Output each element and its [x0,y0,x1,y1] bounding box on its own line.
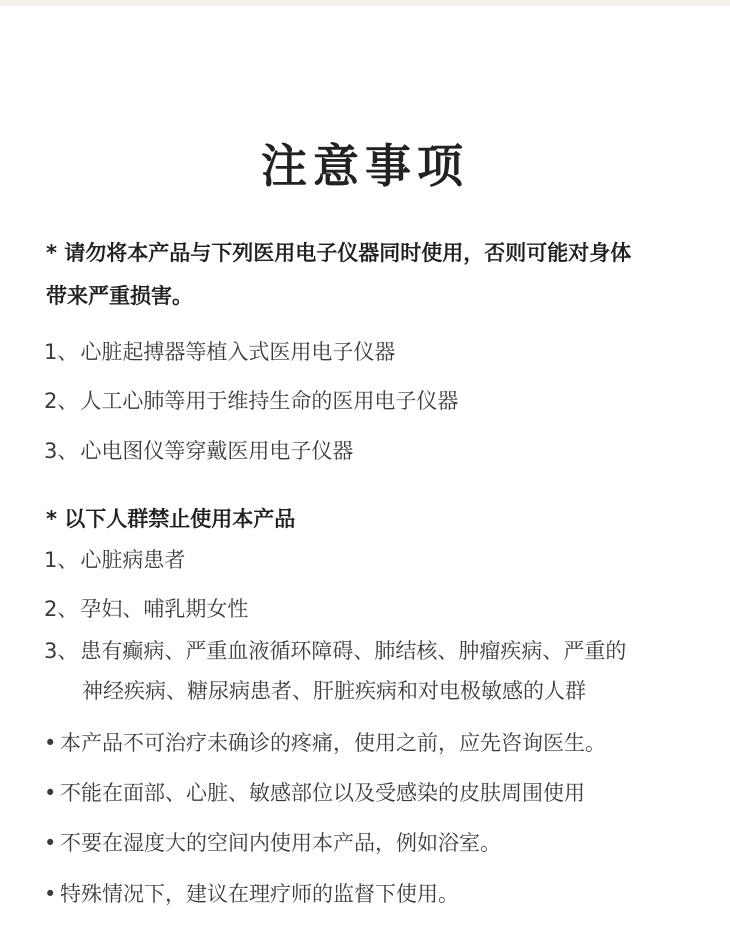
note-text: 特殊情况下，建议在理疗师的监督下使用。 [60,882,459,906]
prohibited-heading: * 以下人群禁止使用本产品 [46,507,296,531]
warning-list-item [44,386,458,416]
page-title: 注意事项 [261,139,469,193]
list-text: 孕妇、哺乳期女性 [80,597,249,621]
list-number: 3、 [44,639,79,663]
note-item [44,728,606,758]
prohibited-list-item-continuation: 神经疾病、糖尿病患者、肝脏疾病和对电极敏感的人群 [82,679,586,703]
list-text: 心脏起搏器等植入式医用电子仪器 [80,340,396,364]
list-text: 心电图仪等穿戴医用电子仪器 [80,439,354,463]
note-item [44,879,459,909]
top-strip [0,0,730,6]
warning-list-item [44,436,353,466]
bullet-icon: • [44,731,57,755]
list-number: 2、 [44,389,79,413]
list-text: 患有癫病、严重血液循环障碍、肺结核、肿瘤疾病、严重的 [80,639,627,663]
bullet-icon: • [44,882,57,906]
prohibited-list-item [44,594,248,624]
list-number: 1、 [44,340,79,364]
prohibited-list-item [44,545,185,575]
note-text: 不能在面部、心脏、敏感部位以及受感染的皮肤周围使用 [60,781,585,805]
note-text: 不要在湿度大的空间内使用本产品，例如浴室。 [60,831,501,855]
list-number: 1、 [44,548,79,572]
note-item [44,778,585,808]
note-text: 本产品不可治疗未确诊的疼痛，使用之前，应先咨询医生。 [60,731,606,755]
bullet-icon: • [44,831,57,855]
note-item [44,828,501,858]
list-number: 3、 [44,439,79,463]
prohibited-list-item [44,636,626,666]
bullet-icon: • [44,781,57,805]
warning-heading-line-1: * 请勿将本产品与下列医用电子仪器同时使用，否则可能对身体 [46,241,632,265]
list-text: 人工心肺等用于维持生命的医用电子仪器 [80,389,459,413]
list-text: 心脏病患者 [80,548,186,572]
warning-list-item [44,337,395,367]
list-number: 2、 [44,597,79,621]
warning-heading-line-2: 带来严重损害。 [46,284,193,308]
